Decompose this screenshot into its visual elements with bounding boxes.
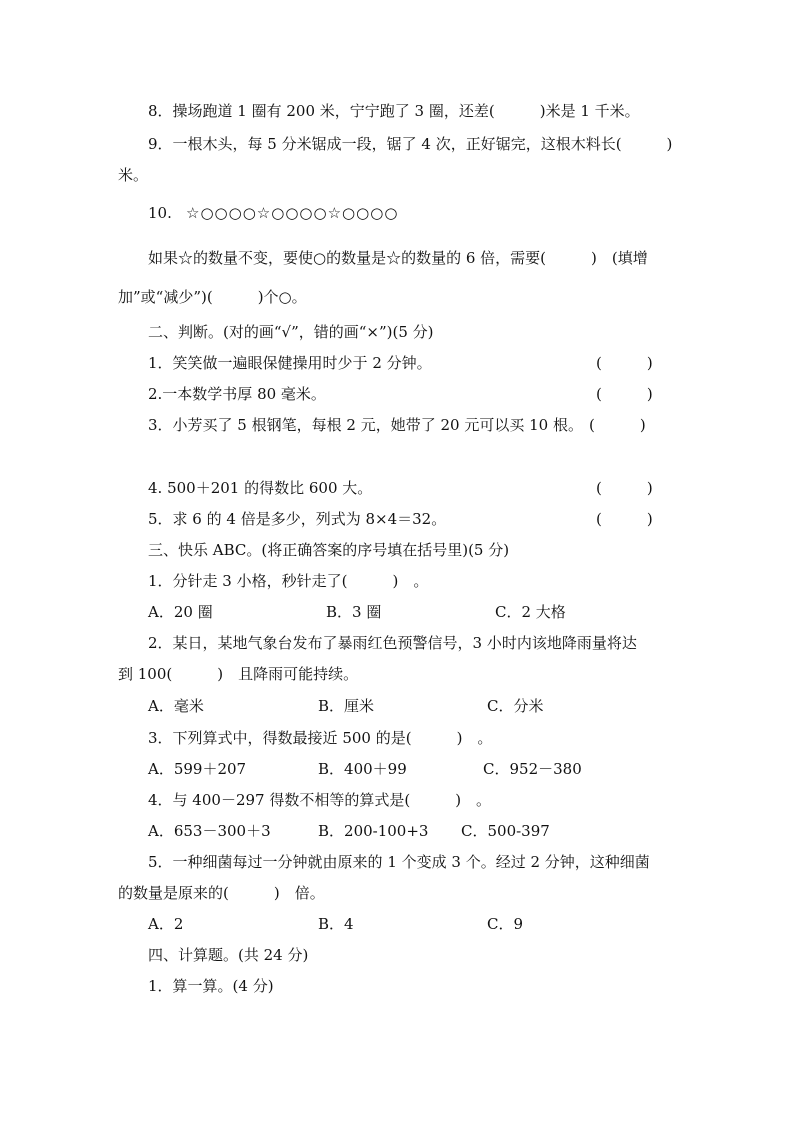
section-2-title: 二、判断。(对的画“√”，错的画“×”)(5 分) bbox=[148, 323, 434, 341]
question-10-pattern: ☆○○○○☆○○○○☆○○○○ bbox=[186, 204, 399, 222]
question-10-line1: 如果☆的数量不变，要使○的数量是☆的数量的 6 倍，需要( ) (填增 bbox=[148, 249, 648, 267]
judge-item-2: 2.一本数学书厚 80 毫米。 bbox=[148, 385, 326, 403]
choice-q5-stem-line2: 的数量是原来的( ) 倍。 bbox=[118, 884, 325, 902]
section-4-title: 四、计算题。(共 24 分) bbox=[148, 946, 309, 964]
choice-q1-option-a: A．20 圈 bbox=[148, 603, 213, 621]
choice-q5-option-c: C．9 bbox=[487, 915, 524, 933]
judge-item-4: 4. 500＋201 的得数比 600 大。 bbox=[148, 479, 373, 497]
choice-q2-option-a: A．毫米 bbox=[148, 697, 204, 715]
choice-q3-option-a: A．599＋207 bbox=[148, 760, 247, 778]
choice-q2-stem-line2: 到 100( ) 且降雨可能持续。 bbox=[118, 665, 359, 683]
judge-paren-3: ( ) bbox=[589, 416, 646, 434]
choice-q1-stem: 1．分针走 3 小格，秒针走了( ) 。 bbox=[148, 572, 429, 590]
question-10-label: 10. bbox=[148, 204, 172, 222]
judge-item-5: 5．求 6 的 4 倍是多少，列式为 8×4＝32。 bbox=[148, 510, 447, 528]
choice-q3-option-b: B．400＋99 bbox=[318, 760, 407, 778]
judge-paren-2: ( ) bbox=[596, 385, 653, 403]
choice-q2-stem-line1: 2．某日，某地气象台发布了暴雨红色预警信号，3 小时内该地降雨量将达 bbox=[148, 634, 637, 652]
judge-paren-1: ( ) bbox=[596, 354, 653, 372]
section-3-title: 三、快乐 ABC。(将正确答案的序号填在括号里)(5 分) bbox=[148, 541, 510, 559]
choice-q1-option-b: B．3 圈 bbox=[326, 603, 382, 621]
judge-item-1: 1．笑笑做一遍眼保健操用时少于 2 分钟。 bbox=[148, 354, 432, 372]
choice-q3-option-c: C．952－380 bbox=[483, 760, 582, 778]
choice-q3-stem: 3．下列算式中，得数最接近 500 的是( ) 。 bbox=[148, 729, 493, 747]
judge-paren-4: ( ) bbox=[596, 479, 653, 497]
judge-item-3: 3．小芳买了 5 根钢笔，每根 2 元，她带了 20 元可以买 10 根。 bbox=[148, 416, 583, 434]
choice-q4-option-c: C．500-397 bbox=[461, 822, 550, 840]
choice-q4-option-b: B．200-100+3 bbox=[318, 822, 429, 840]
choice-q4-stem: 4．与 400－297 得数不相等的算式是( ) 。 bbox=[148, 791, 492, 809]
judge-paren-5: ( ) bbox=[596, 510, 653, 528]
choice-q2-option-b: B．厘米 bbox=[318, 697, 375, 715]
question-9-line2: 米。 bbox=[118, 166, 149, 184]
choice-q5-option-a: A．2 bbox=[148, 915, 184, 933]
choice-q5-option-b: B．4 bbox=[318, 915, 354, 933]
choice-q2-option-c: C．分米 bbox=[487, 697, 544, 715]
choice-q4-option-a: A．653－300＋3 bbox=[148, 822, 271, 840]
question-8: 8．操场跑道 1 圈有 200 米，宁宁跑了 3 圈，还差( )米是 1 千米。 bbox=[148, 102, 640, 120]
choice-q5-stem-line1: 5．一种细菌每过一分钟就由原来的 1 个变成 3 个。经过 2 分钟，这种细菌 bbox=[148, 853, 650, 871]
question-10-line2: 加”或“减少”)( )个○。 bbox=[118, 288, 307, 306]
question-9-line1: 9．一根木头，每 5 分米锯成一段，锯了 4 次，正好锯完，这根木料长( ) bbox=[148, 135, 673, 153]
choice-q1-option-c: C．2 大格 bbox=[495, 603, 566, 621]
section-4-sub1: 1．算一算。(4 分) bbox=[148, 977, 274, 995]
